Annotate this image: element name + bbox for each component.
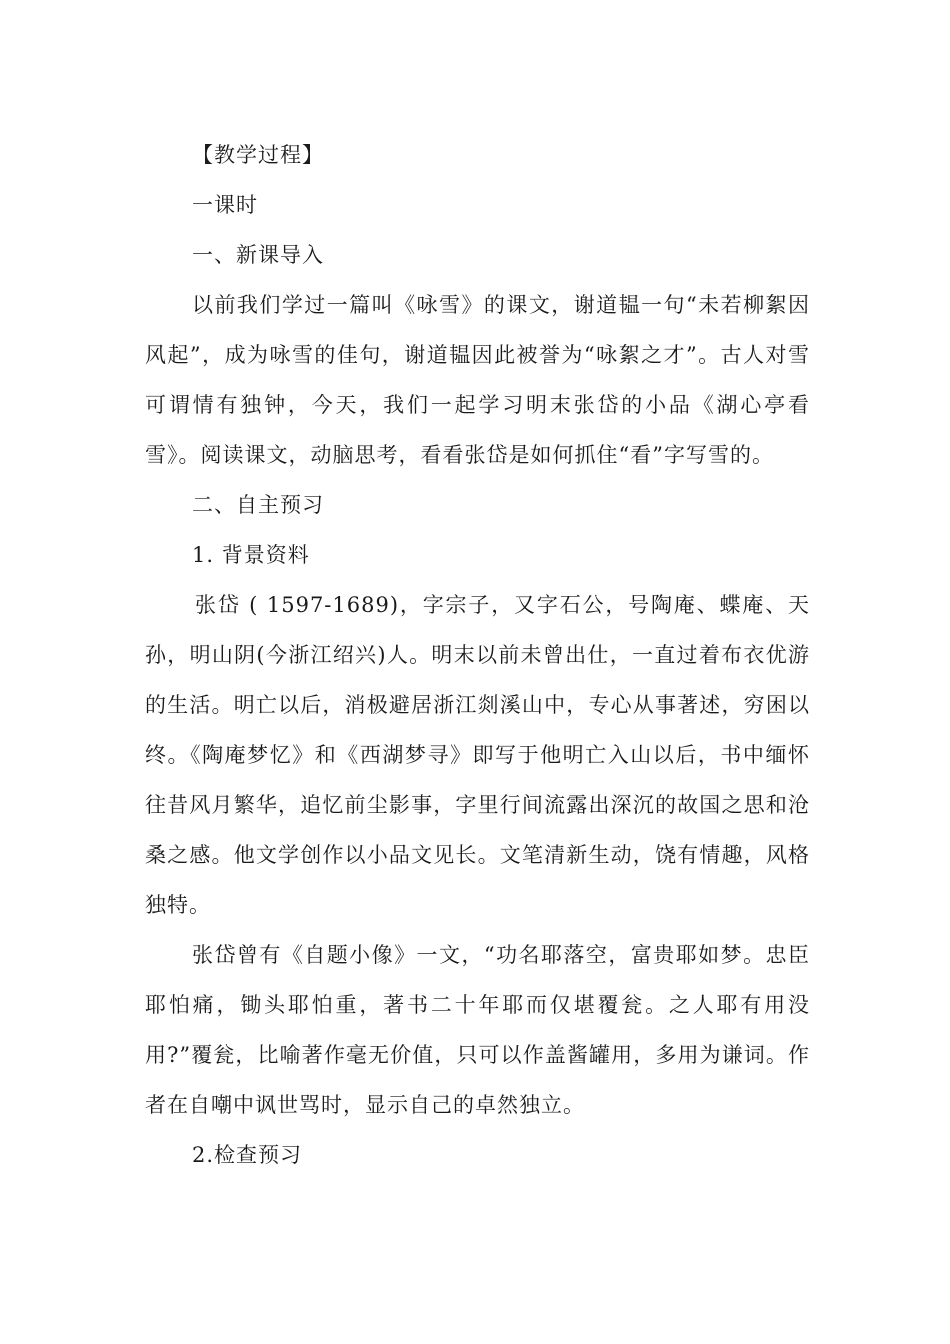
lesson-label: 一课时	[192, 193, 258, 217]
background-paragraph: 张岱 ( 1597-1689)，字宗子，又字石公，号陶庵、蝶庵、天孙，明山阴(今浙江绍兴)人。明末以前未曾出仕，一直过着布衣优游的生活。明亡以后，消极避居浙江剡溪山中，专心从事著述，穷困以终。《陶庵梦忆》和《西湖梦寻》即写于他明亡入山以后，书中缅怀往昔风月繁华，追忆前尘影事，字里行间流露出深沉的故国之思和沧桑之感。他文学创作以小品文见长。文笔清新生动，饶有情趣，风格独特。	[145, 593, 810, 917]
self-portrait-paragraph: 张岱曾有《自题小像》一文，“功名耶落空，富贵耶如梦。忠臣耶怕痛，锄头耶怕重，著书二十年耶而仅堪覆瓮。之人耶有用没用?”覆瓮，比喻著作毫无价值，只可以作盖酱罐用，多用为谦词。作者在自嘲中讽世骂时，显示自己的卓然独立。	[145, 943, 810, 1117]
part2-heading: 二、自主预习	[192, 493, 324, 517]
section-title: 【教学过程】	[192, 143, 324, 167]
sub2-heading: 2.检查预习	[192, 1143, 303, 1167]
document-body	[145, 130, 810, 1180]
intro-paragraph: 以前我们学过一篇叫《咏雪》的课文，谢道韫一句“未若柳絮因风起”，成为咏雪的佳句，谢道韫因此被誉为“咏絮之才”。古人对雪可谓情有独钟，今天，我们一起学习明末张岱的小品《湖心亭看雪》。阅读课文，动脑思考，看看张岱是如何抓住“看”字写雪的。	[145, 293, 810, 467]
part1-heading: 一、新课导入	[192, 243, 324, 267]
sub1-heading: 1. 背景资料	[192, 543, 310, 567]
